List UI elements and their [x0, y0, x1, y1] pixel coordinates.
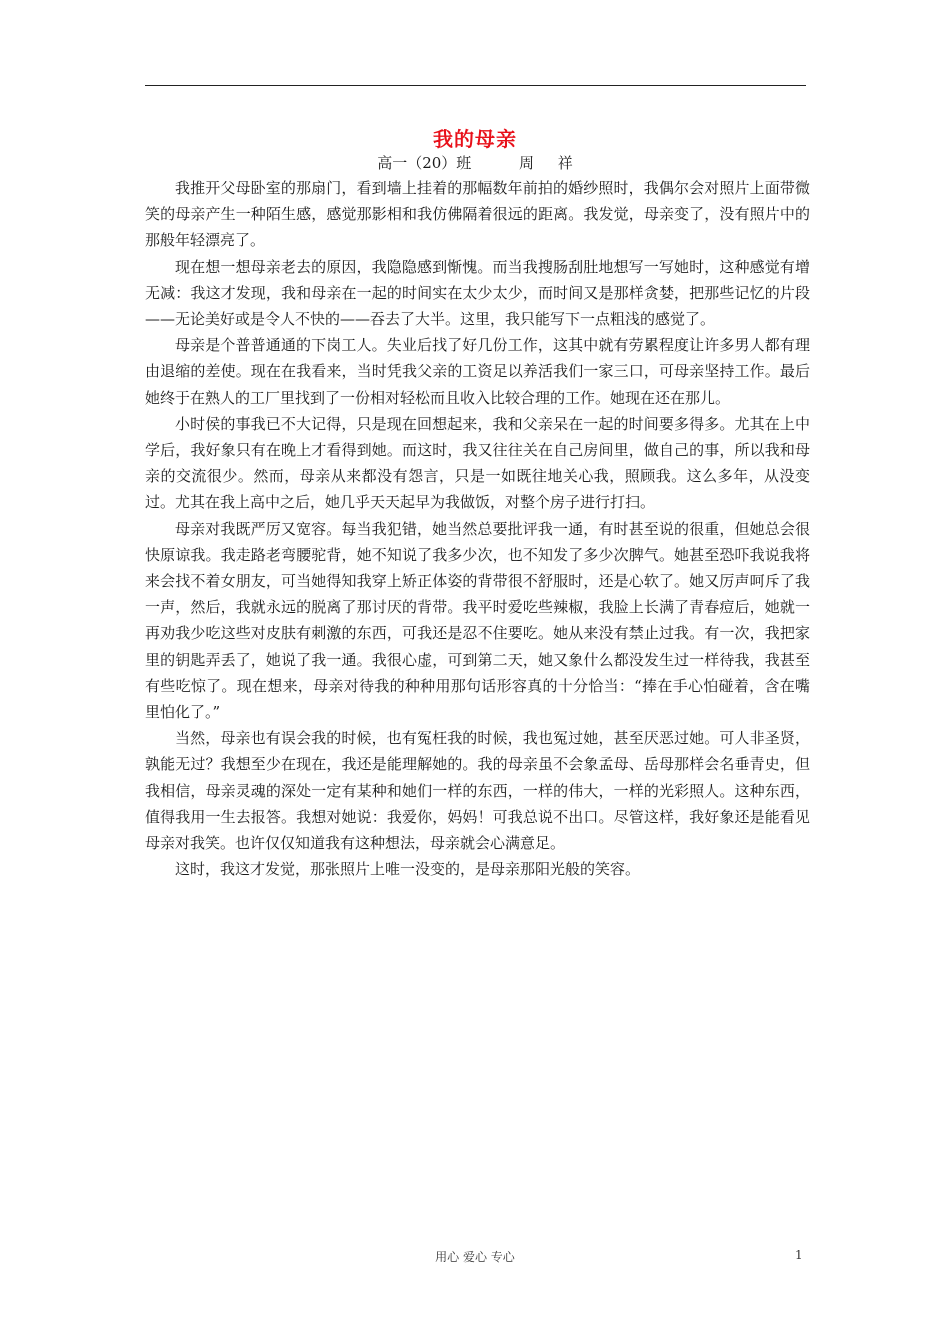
paragraph: 我推开父母卧室的那扇门，看到墙上挂着的那幅数年前拍的婚纱照时，我偶尔会对照片上面带微笑的母亲产生一种陌生感，感觉那影相和我仿佛隔着很远的距离。我发觉，母亲变了，没有照片中的那般年轻漂亮了。	[145, 179, 810, 250]
header-rule	[145, 85, 806, 86]
paragraph: 当然，母亲也有误会我的时候，也有冤枉我的时候，我也冤过她，甚至厌恶过她。可人非圣贤，孰能无过？我想至少在现在，我还是能理解她的。我的母亲虽不会象孟母、岳母那样会名垂青史，但我相信，母亲灵魂的深处一定有某种和她们一样的东西，一样的伟大，一样的光彩照人。这种东西，值得我用一生去报答。我想对她说：我爱你，妈妈！可我总说不出口。尽管这样，我好象还是能看见母亲对我笑。也许仅仅知道我有这种想法，母亲就会心满意足。	[145, 729, 810, 853]
paragraph: 现在想一想母亲老去的原因，我隐隐感到惭愧。而当我搜肠刮肚地想写一写她时，这种感觉有增无减：我这才发现，我和母亲在一起的时间实在太少太少，而时间又是那样贪婪，把那些记忆的片段——无论美好或是令人不快的——吞去了大半。这里，我只能写下一点粗浅的感觉了。	[145, 257, 810, 329]
page-footer: 用心 爱心 专心	[435, 1250, 515, 1264]
paragraph: 母亲对我既严厉又宽容。每当我犯错，她当然总要批评我一通，有时甚至说的很重，但她总会很快原谅我。我走路老弯腰驼背，她不知说了我多少次，也不知发了多少次脾气。她甚至恐吓我说我将来会找不着女朋友，可当她得知我穿上矫正体姿的背带很不舒服时，还是心软了。她又厉声呵斥了我一声，然后，我就永远的脱离了那讨厌的背带。我平时爱吃些辣椒，我脸上长满了青春痘后，她就一再劝我少吃这些对皮肤有刺激的东西，可我还是忍不住要吃。她从来没有禁止过我。有一次，我把家里的钥匙弄丢了，她说了我一通。我很心虚，可到第二天，她又象什么都没发生过一样待我，我甚至有些吃惊了。现在想来，母亲对待我的种种用那句话形容真的十分恰当：“捧在手心怕碰着，含在嘴里怕化了。”	[145, 519, 810, 722]
author-byline: 高一（20）班 周 祥	[377, 154, 573, 172]
paragraph: 母亲是个普普通通的下岗工人。失业后找了好几份工作，这其中就有劳累程度让许多男人都有理由退缩的差使。现在在我看来，当时凭我父亲的工资足以养活我们一家三口，可母亲坚持工作。最后她终于在熟人的工厂里找到了一份相对轻松而且收入比较合理的工作。她现在还在那儿。	[145, 336, 810, 407]
paragraph: 这时，我这才发觉，那张照片上唯一没变的，是母亲那阳光般的笑容。	[175, 860, 641, 879]
document-title: 我的母亲	[433, 127, 517, 151]
article-body	[145, 175, 810, 882]
paragraph: 小时侯的事我已不大记得，只是现在回想起来，我和父亲呆在一起的时间要多得多。尤其在上中学后，我好象只有在晚上才看得到她。而这时，我又往往关在自己房间里，做自己的事，所以我和母亲的交流很少。然而，母亲从来都没有怨言，只是一如既往地关心我，照顾我。这么多年，从没变过。尤其在我上高中之后，她几乎天天起早为我做饭，对整个房子进行打扫。	[145, 414, 810, 512]
page-number: 1	[795, 1248, 803, 1262]
